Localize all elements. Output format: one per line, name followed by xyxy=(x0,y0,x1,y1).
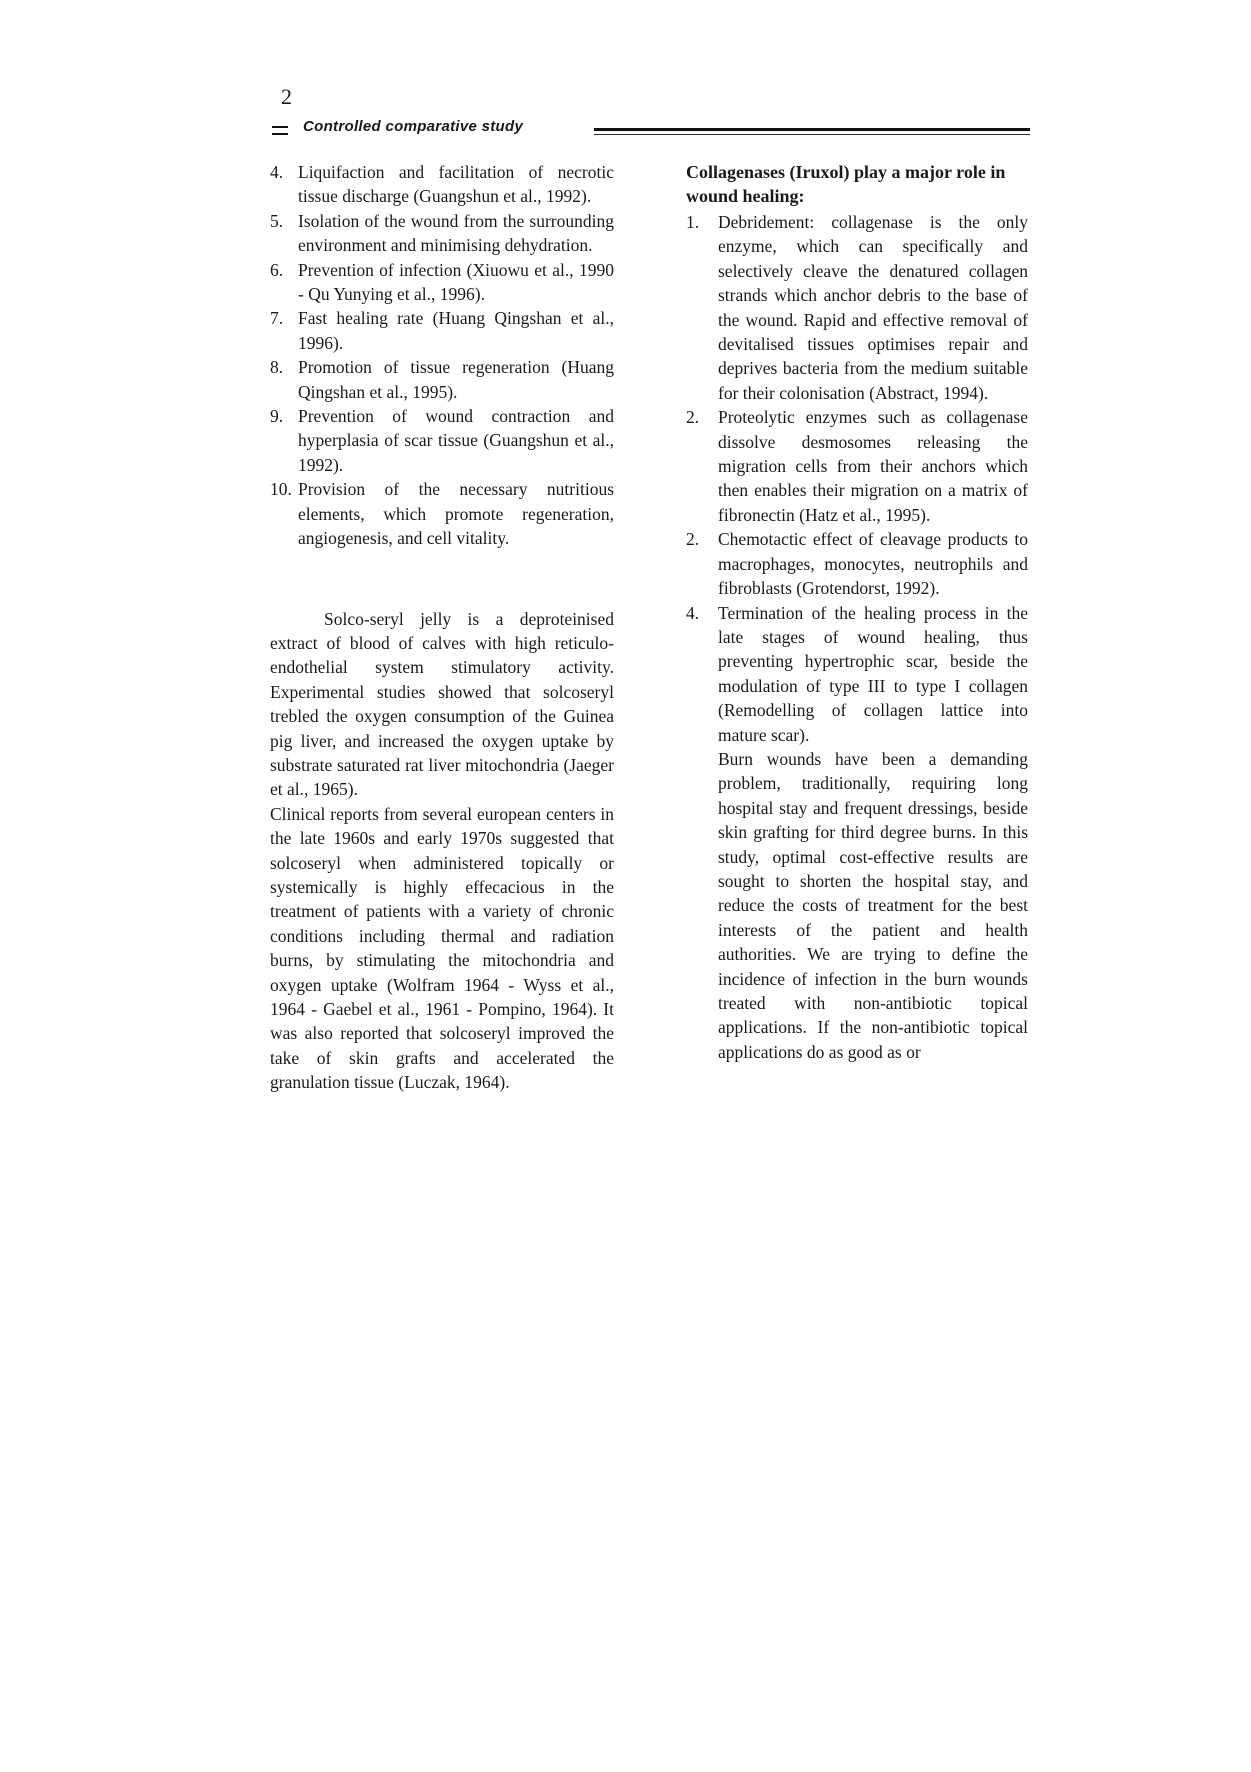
list-item: 9. Prevention of wound contraction and hyperplasia of scar tissue (Guangshun et al., 1992). xyxy=(270,406,614,475)
left-column xyxy=(270,160,614,1095)
header-title: Controlled comparative study xyxy=(303,118,524,135)
list-item: 5. Isolation of the wound from the surrounding environment and minimising dehydration. xyxy=(270,210,614,256)
header-rule xyxy=(594,128,1030,135)
paragraph-solcoseryl: Solco-seryl jelly is a deproteinised extract of blood of calves with high reticulo-endothelial system stimulatory activity. Experimental studies showed that solcoseryl trebled the oxygen consumption of the Guinea pig liver, and increased the oxygen uptake by substrate saturated rat liver mitochondria (Jaeger et al., 1965). xyxy=(270,608,614,800)
list-item: 4. Termination of the healing process in the late stages of wound healing, thus preventing hypertrophic scar, beside the modulation of type III to type I collagen (Remodelling of collagen lattice into mature scar). xyxy=(686,602,1028,745)
list-item: 10. Provision of the necessary nutritious elements, which promote regeneration, angiogenesis, and cell vitality. xyxy=(270,479,614,549)
list-item: 8. Promotion of tissue regeneration (Huang Qingshan et al., 1995). xyxy=(270,357,614,402)
spacer xyxy=(270,551,614,607)
benefits-list xyxy=(270,160,614,551)
list-item: 4. Liquifaction and facilitation of necrotic tissue discharge (Guangshun et al., 1992). xyxy=(270,162,614,207)
header-mark xyxy=(272,126,288,135)
right-column xyxy=(686,160,1028,1064)
list-item: 2. Chemotactic effect of cleavage products to macrophages, monocytes, neutrophils and fibroblasts (Grotendorst, 1992). xyxy=(686,529,1028,599)
list-item: 1. Debridement: collagenase is the only enzyme, which can specifically and selectively cleave the denatured collagen strands which anchor debris to the base of the wound. Rapid and effective removal of devitalised tissues optimises repair and deprives bacteria from the medium suitable for their colonisation (Abstract, 1994). xyxy=(686,212,1028,403)
list-item: 6. Prevention of infection (Xiuowu et al., 1990 - Qu Yunying et al., 1996). xyxy=(270,259,614,305)
paragraph-burns: Burn wounds have been a demanding problem, traditionally, requiring long hospital stay and frequent dressings, beside skin grafting for third degree burns. In this study, optimal cost-effective results are sought to shorten the hospital stay, and reduce the costs of treatment for the best interests of the patient and health authorities. We are trying to define the incidence of infection in the burn wounds treated with non-antibiotic topical applications. If the non-antibiotic topical applications do as good as or xyxy=(718,748,1028,1062)
list-item: 2. Proteolytic enzymes such as collagenase dissolve desmosomes releasing the migration cells from their anchors which then enables their migration on a matrix of fibronectin (Hatz et al., 1995). xyxy=(686,407,1028,525)
page-number: 2 xyxy=(281,84,292,109)
running-header xyxy=(272,118,1030,142)
collagenase-list xyxy=(686,210,1028,747)
list-item: 7. Fast healing rate (Huang Qingshan et al., 1996). xyxy=(270,308,614,353)
section-heading: Collagenases (Iruxol) play a major role in wound healing: xyxy=(686,162,1006,206)
paragraph-clinical: Clinical reports from several european centers in the late 1960s and early 1970s suggested that solcoseryl when administered topically or systemically is highly effecacious in the treatment of patients with a variety of chronic conditions including thermal and radiation burns, by stimulating the mitochondria and oxygen uptake (Wolfram 1964 - Wyss et al., 1964 - Gaebel et al., 1961 - Pompino, 1964). It was also reported that solcoseryl improved the take of skin grafts and accelerated the granulation tissue (Luczak, 1964). xyxy=(270,803,614,1093)
